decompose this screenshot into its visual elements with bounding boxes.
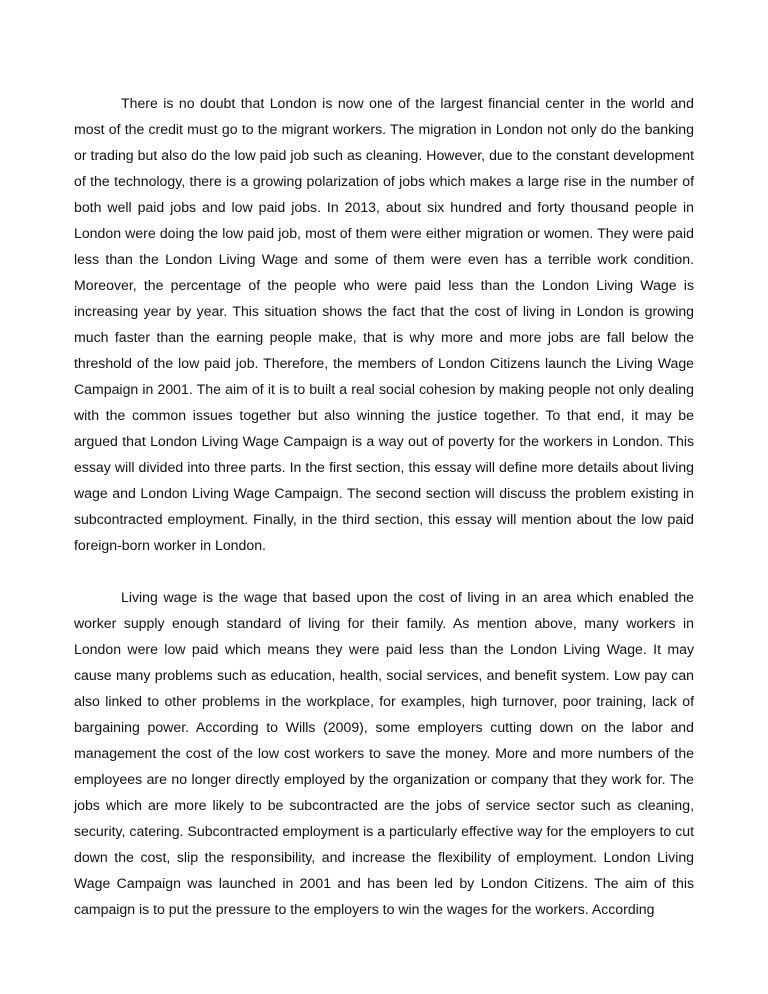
paragraph-intro: There is no doubt that London is now one of the largest financial center in the world and most of the credit must go to the migrant workers. The migration in London not only do the banking or trading but also do the low paid job such as cleaning. However, due to the constant development of the technology, there is a growing polarization of jobs which makes a large rise in the number of both well paid jobs and low paid jobs. In 2013, about six hundred and forty thousand people in London were doing the low paid job, most of them were either migration or women. They were paid less than the London Living Wage and some of them were even has a terrible work condition. Moreover, the percentage of the people who were paid less than the London Living Wage is increasing year by year. This situation shows the fact that the cost of living in London is growing much faster than the earning people make, that is why more and more jobs are fall below the threshold of the low paid job. Therefore, the members of London Citizens launch the Living Wage Campaign in 2001. The aim of it is to built a real social cohesion by making people not only dealing with the common issues together but also winning the justice together. To that end, it may be argued that London Living Wage Campaign is a way out of poverty for the workers in London. This essay will divided into three parts. In the first section, this essay will define more details about living wage and London Living Wage Campaign. The second section will discuss the problem existing in subcontracted employment. Finally, in the third section, this essay will mention about the low paid foreign-born worker in London.: [74, 95, 694, 553]
essay-body: [74, 90, 694, 922]
paragraph-living-wage: Living wage is the wage that based upon the cost of living in an area which enabled the worker supply enough standard of living for their family. As mention above, many workers in London were low paid which means they were paid less than the London Living Wage. It may cause many problems such as education, health, social services, and benefit system. Low pay can also linked to other problems in the workplace, for examples, high turnover, poor training, lack of bargaining power. According to Wills (2009), some employers cutting down on the labor and management the cost of the low cost workers to save the money. More and more numbers of the employees are no longer directly employed by the organization or company that they work for. The jobs which are more likely to be subcontracted are the jobs of service sector such as cleaning, security, catering. Subcontracted employment is a particularly effective way for the employers to cut down the cost, slip the responsibility, and increase the flexibility of employment. London Living Wage Campaign was launched in 2001 and has been led by London Citizens. The aim of this campaign is to put the pressure to the employers to win the wages for the workers. According: [74, 589, 694, 917]
